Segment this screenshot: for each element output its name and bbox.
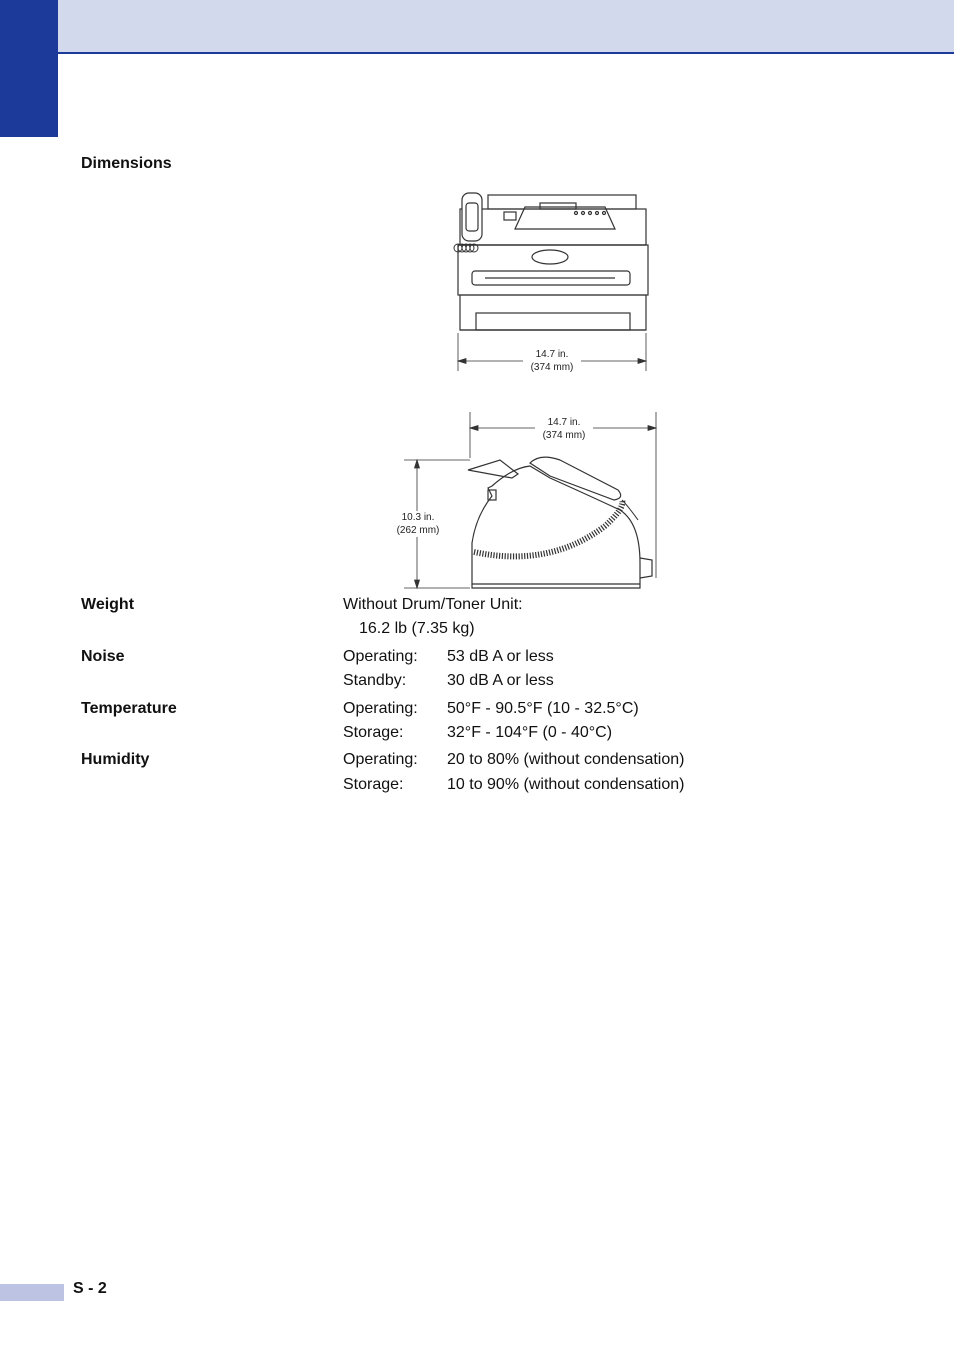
weight-line2: 16.2 lb (7.35 kg) bbox=[359, 620, 475, 637]
noise-label: Noise bbox=[81, 648, 125, 665]
humidity-operating-value: 20 to 80% (without condensation) bbox=[447, 751, 685, 768]
weight-label: Weight bbox=[81, 596, 135, 613]
header-tab bbox=[0, 0, 58, 137]
side-height-inches: 10.3 in. bbox=[401, 512, 435, 523]
temperature-operating-mode: Operating: bbox=[343, 700, 418, 717]
footer-bar bbox=[0, 1284, 64, 1301]
humidity-storage-value: 10 to 90% (without condensation) bbox=[447, 776, 685, 793]
temperature-storage-value: 32°F - 104°F (0 - 40°C) bbox=[447, 724, 613, 741]
humidity-operating-mode: Operating: bbox=[343, 751, 418, 768]
side-view-illustration bbox=[400, 408, 665, 593]
side-height-mm: (262 mm) bbox=[396, 525, 440, 536]
front-view-illustration bbox=[440, 185, 670, 375]
front-width-inches: 14.7 in. bbox=[535, 349, 569, 360]
front-width-mm: (374 mm) bbox=[530, 362, 574, 373]
header-band bbox=[0, 0, 954, 54]
temperature-operating-value: 50°F - 90.5°F (10 - 32.5°C) bbox=[447, 700, 639, 717]
weight-line1: Without Drum/Toner Unit: bbox=[343, 596, 523, 613]
noise-standby-mode: Standby: bbox=[343, 672, 407, 689]
humidity-label: Humidity bbox=[81, 751, 150, 768]
front-width-label bbox=[523, 348, 581, 374]
dimensions-title: Dimensions bbox=[81, 155, 172, 172]
temperature-label: Temperature bbox=[81, 700, 177, 717]
side-depth-mm: (374 mm) bbox=[542, 430, 586, 441]
noise-operating-mode: Operating: bbox=[343, 648, 418, 665]
noise-operating-value: 53 dB A or less bbox=[447, 648, 554, 665]
side-depth-label bbox=[535, 416, 593, 442]
temperature-storage-mode: Storage: bbox=[343, 724, 404, 741]
side-depth-inches: 14.7 in. bbox=[547, 417, 581, 428]
page-number: S - 2 bbox=[73, 1280, 107, 1297]
humidity-storage-mode: Storage: bbox=[343, 776, 404, 793]
noise-standby-value: 30 dB A or less bbox=[447, 672, 554, 689]
side-height-label bbox=[390, 511, 446, 537]
